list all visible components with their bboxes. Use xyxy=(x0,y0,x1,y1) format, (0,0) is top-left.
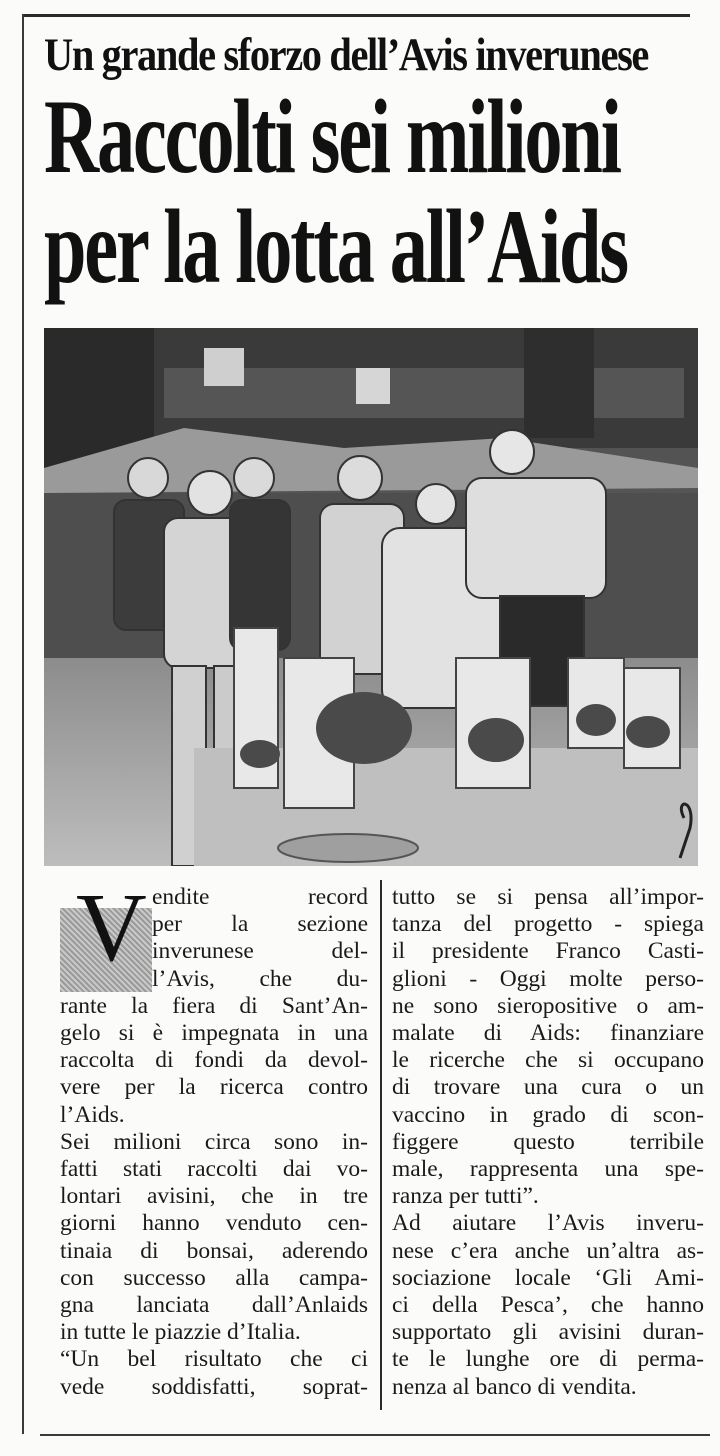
article-line: endite record xyxy=(152,884,368,910)
article-line: Ad aiutare l’Avis inveru- xyxy=(392,1210,704,1237)
article-right-column xyxy=(392,884,704,1401)
article-line: vaccino in grado di scon- xyxy=(392,1101,704,1128)
article-line: l’Avis, che du- xyxy=(152,965,368,992)
article-line: tinaia di bonsai, aderendo xyxy=(60,1237,368,1264)
article-line: di trovare una cura o un xyxy=(392,1074,704,1101)
article-line: nenza al banco di vendita. xyxy=(392,1373,637,1400)
drop-cap: V xyxy=(76,874,147,982)
article-line: glioni - Oggi molte perso- xyxy=(392,965,704,992)
article-line: Sei milioni circa sono in- xyxy=(60,1128,368,1155)
group-photo-icon xyxy=(44,328,698,866)
article-line: vere per la ricerca contro xyxy=(60,1074,368,1101)
article-line: per la sezione xyxy=(152,911,368,938)
article-line: “Un bel risultato che ci xyxy=(60,1346,368,1373)
article-line: l’Aids. xyxy=(60,1101,125,1128)
article-line: ne sono sieropositive o am- xyxy=(392,992,704,1019)
headline-line-2: per la lotta all’Aids xyxy=(44,188,627,305)
article-line: raccolta di fondi da devol- xyxy=(60,1047,368,1074)
bottom-rule xyxy=(40,1434,710,1436)
article-line: inverunese del- xyxy=(152,938,368,965)
article-line: fatti stati raccolti dai vo- xyxy=(60,1156,368,1183)
article-line: gna lanciata dall’Anlaids xyxy=(60,1292,368,1319)
article-line: malate di Aids: finanziare xyxy=(392,1020,704,1047)
article-line: tanza del progetto - spiega xyxy=(392,911,704,938)
left-rule xyxy=(22,14,24,1434)
article-line: nese c’era anche un’altra as- xyxy=(392,1237,704,1264)
article-line: sociazione locale ‘Gli Ami- xyxy=(392,1264,704,1291)
column-divider xyxy=(380,880,382,1410)
headline xyxy=(44,78,704,305)
top-rule xyxy=(22,14,690,17)
article-line: figgere questo terribile xyxy=(392,1128,704,1155)
article-line: lontari avisini, che in tre xyxy=(60,1183,368,1210)
article-line: con successo alla campa- xyxy=(60,1264,368,1291)
article-line: in tutte le piazzie d’Italia. xyxy=(60,1319,301,1346)
article-line: supportato gli avisini duran- xyxy=(392,1319,704,1346)
kicker: Un grande sforzo dell’Avis inverunese xyxy=(44,29,649,81)
group-photo xyxy=(44,328,698,866)
article-line: male, rappresenta una spe- xyxy=(392,1156,704,1183)
article-line: tutto se si pensa all’impor- xyxy=(392,884,704,910)
article-line: te le lunghe ore di perma- xyxy=(392,1346,704,1373)
article-line: ci della Pesca’, che hanno xyxy=(392,1292,704,1319)
article-line: ranza per tutti”. xyxy=(392,1183,539,1210)
article-line: le ricerche che si occupano xyxy=(392,1047,704,1074)
article-left-column xyxy=(60,884,368,1401)
article-line: vede soddisfatti, soprat- xyxy=(60,1373,368,1400)
headline-line-1: Raccolti sei milioni xyxy=(44,78,620,195)
article-line: il presidente Franco Casti- xyxy=(392,938,704,965)
article-line: gelo si è impegnata in una xyxy=(60,1020,368,1047)
article-line: rante la fiera di Sant’An- xyxy=(60,992,368,1019)
article-line: giorni hanno venduto cen- xyxy=(60,1210,368,1237)
